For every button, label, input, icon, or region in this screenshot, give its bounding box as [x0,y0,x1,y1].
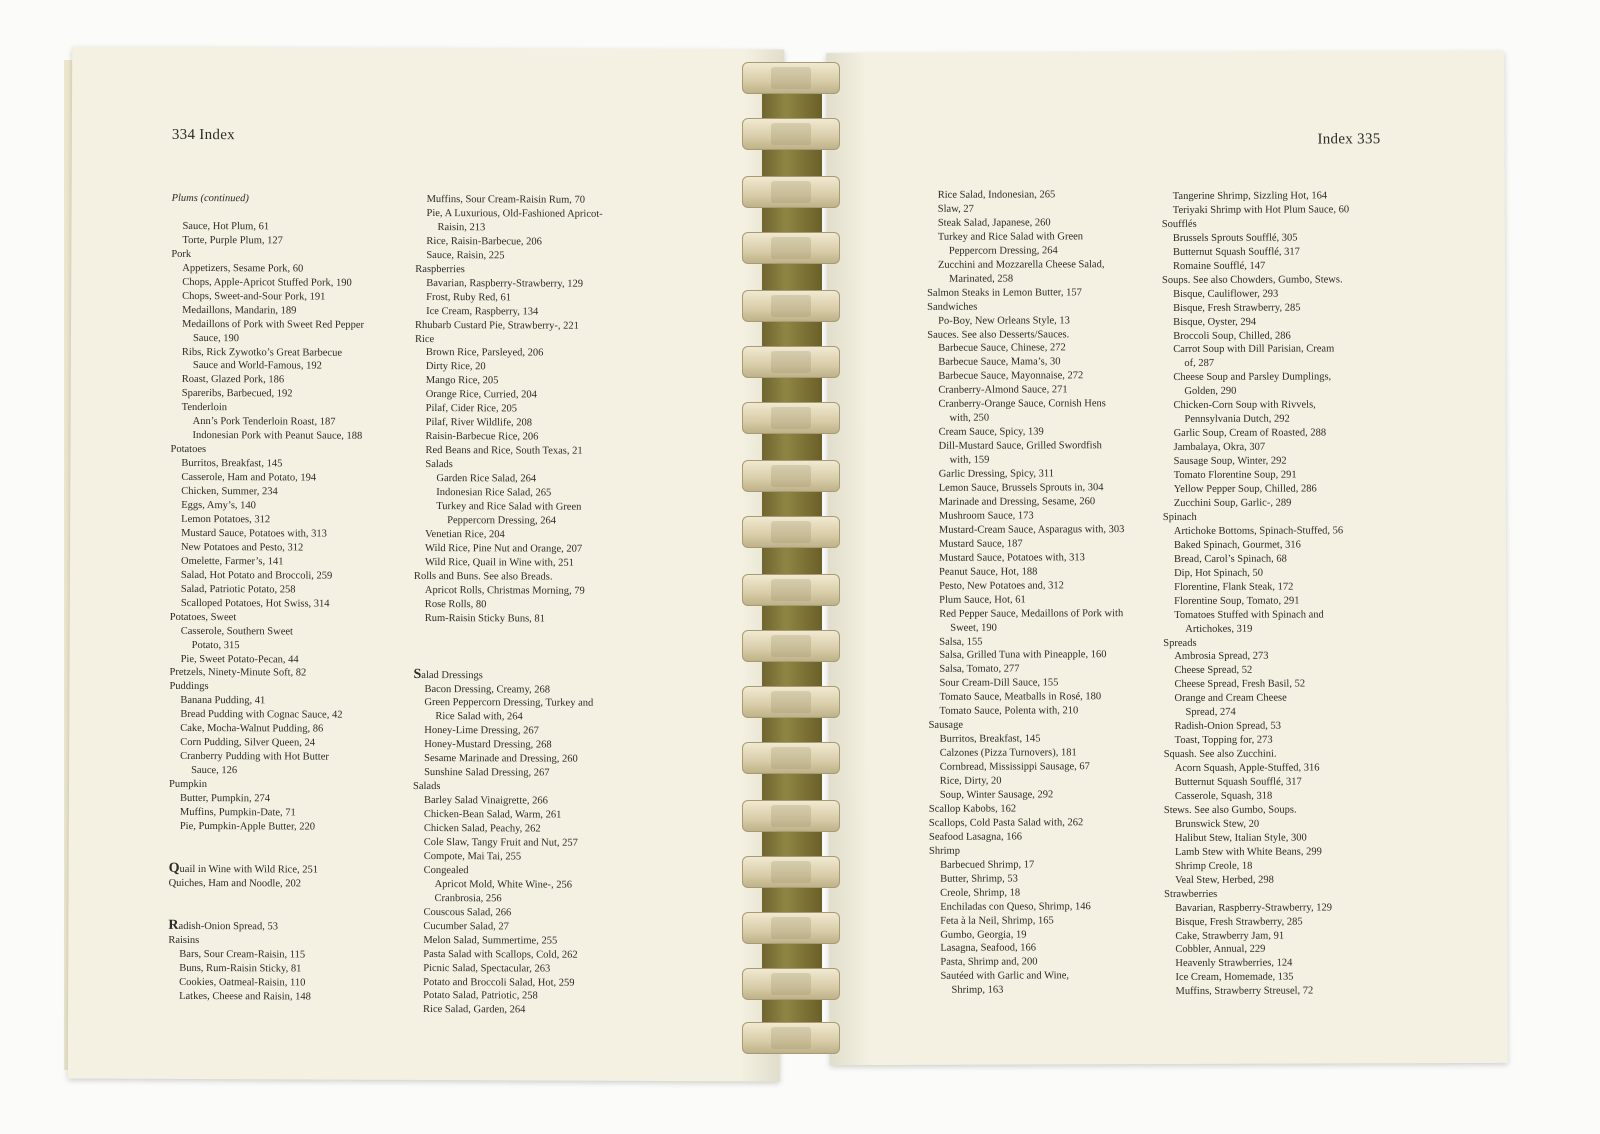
index-heading: Pretzels, Ninety-Minute Soft, 82 [169,667,307,679]
index-entry: Dip, Hot Spinach, 50 [1174,567,1264,579]
index-entry: Casserole, Ham and Potato, 194 [181,472,317,484]
right-page-header: Index 335 [1317,131,1381,148]
index-entry: Sweet, 190 [950,622,997,634]
index-entry: of, 287 [1184,358,1215,370]
index-entry: Medaillons, Mandarin, 189 [182,304,297,317]
right-index-column-2 [1162,189,1352,999]
index-entry: Mustard-Cream Sauce, Asparagus with, 303 [938,524,1125,536]
index-entry: Salad, Patriotic Potato, 258 [180,583,296,596]
index-entry: Garden Rice Salad, 264 [436,473,537,485]
index-entry: Mustard Sauce, 187 [938,538,1023,550]
binding-coil [742,62,840,94]
index-entry: Dill-Mustard Sauce, Grilled Swordfish [938,440,1102,452]
index-entry: Potato and Broccoli Salad, Hot, 259 [423,976,575,989]
index-entry: Chops, Apple-Apricot Stuffed Pork, 190 [182,276,352,289]
index-heading: Radish-Onion Spread, 53 [168,917,279,933]
index-entry: Plum Sauce, Hot, 61 [939,594,1026,606]
index-heading: Strawberries [1164,888,1218,900]
index-heading: Scallop Kabobs, 162 [928,803,1017,815]
binding-coil [742,968,840,1000]
index-entry: Halibut Stew, Italian Style, 300 [1174,832,1307,844]
index-entry: Marinade and Dressing, Sesame, 260 [938,496,1096,508]
index-entry: Barbecue Sauce, Mama’s, 30 [938,356,1061,369]
index-entry: Frost, Ruby Red, 61 [426,291,512,304]
index-entry: Omelette, Farmer’s, 141 [180,555,284,568]
binding-coil [742,290,840,322]
binding-coil [742,686,840,718]
index-heading: Rhubarb Custard Pie, Strawberry-, 221 [415,319,579,332]
index-entry: Baked Spinach, Gourmet, 316 [1173,539,1301,551]
index-entry: Brunswick Stew, 20 [1174,818,1260,830]
index-entry: Sour Cream-Dill Sauce, 155 [939,677,1059,690]
index-entry: Cheese Spread, 52 [1174,665,1253,677]
index-entry: with, 250 [949,412,990,425]
index-entry: Lemon Sauce, Brussels Sprouts in, 304 [938,482,1104,494]
index-entry: Rose Rolls, 80 [424,598,487,610]
index-entry: Yellow Pepper Soup, Chilled, 286 [1173,483,1317,495]
index-entry: Zucchini Soup, Garlic-, 289 [1173,497,1292,509]
index-entry: Barbecued Shrimp, 17 [940,859,1035,871]
index-entry: Cobbler, Annual, 229 [1175,944,1266,956]
index-entry: Sauce, 126 [191,765,238,777]
index-entry: Butternut Squash Soufflé, 317 [1172,246,1300,258]
index-entry: Butter, Pumpkin, 274 [179,792,270,805]
index-entry: Butter, Shrimp, 53 [940,873,1018,885]
index-entry: Dirty Rice, 20 [425,361,486,373]
index-entry: Tomato Sauce, Meatballs in Rosé, 180 [939,691,1102,704]
binding-coil [742,800,840,832]
index-entry: Salads [425,459,453,471]
left-page [68,46,784,1081]
index-entry: Cream Sauce, Spicy, 139 [938,426,1044,438]
index-entry: Red Pepper Sauce, Medaillons of Pork with [939,607,1124,620]
index-heading: Sauces. See also Desserts/Sauces. [927,328,1070,341]
index-entry: Lasagna, Seafood, 166 [940,942,1037,955]
index-entry: Salad, Hot Potato and Broccoli, 259 [180,569,333,582]
index-entry: Melon Salad, Summertime, 255 [423,934,558,947]
index-entry: Scalloped Potatoes, Hot Swiss, 314 [180,597,330,610]
index-entry: Cranberry Pudding with Hot Butter [180,751,329,763]
index-entry: Sesame Marinade and Dressing, 260 [424,753,578,765]
index-entry: Latkes, Cheese and Raisin, 148 [179,990,311,1003]
index-entry: Chicken, Summer, 234 [181,485,278,498]
index-entry: Sunshine Salad Dressing, 267 [424,767,550,779]
index-entry: Chops, Sweet-and-Sour Pork, 191 [182,290,326,303]
index-entry: Pennsylvania Dutch, 292 [1184,413,1290,426]
index-entry: Cucumber Salad, 27 [423,920,509,933]
index-entry: Sauce, Raisin, 225 [426,249,505,262]
index-entry: Honey-Mustard Dressing, 268 [424,739,552,751]
index-entry: Corn Pudding, Silver Queen, 24 [180,737,315,749]
index-entry: Turkey and Rice Salad with Green [937,231,1084,243]
index-entry: Picnic Salad, Spectacular, 263 [423,962,551,975]
binding-coil [742,346,840,378]
index-entry: Brown Rice, Parsleyed, 206 [425,347,544,359]
index-entry: Bread, Carol’s Spinach, 68 [1173,553,1287,565]
index-entry: Garlic Soup, Cream of Roasted, 288 [1173,427,1327,440]
index-entry: Steak Salad, Japanese, 260 [937,217,1051,229]
index-heading: Spreads [1163,637,1197,649]
index-entry: Bisque, Oyster, 294 [1173,316,1257,328]
index-entry: Roast, Glazed Pork, 186 [181,374,285,386]
binding-coil [742,630,840,662]
index-entry: Barbecue Sauce, Chinese, 272 [938,342,1066,355]
index-entry: Tomato Florentine Soup, 291 [1173,469,1297,482]
index-heading: Pork [171,248,192,260]
index-entry: Florentine Soup, Tomato, 291 [1174,595,1300,607]
index-entry: Potato, 315 [191,639,240,651]
binding-coil [742,742,840,774]
index-entry: Slaw, 27 [937,203,974,215]
index-entry: Indonesian Pork with Peanut Sauce, 188 [192,430,363,442]
index-entry: Cole Slaw, Tangy Fruit and Nut, 257 [423,836,578,849]
index-heading: Shrimp [929,845,960,857]
index-entry: Gumbo, Georgia, 19 [940,929,1027,941]
index-entry: Bavarian, Raspberry-Strawberry, 129 [1175,902,1333,914]
right-page [826,51,1508,1065]
index-entry: Cookies, Oatmeal-Raisin, 110 [179,976,306,989]
index-entry: Pie, A Luxurious, Old-Fashioned Apricot- [426,207,603,220]
index-entry: Congealed [423,864,469,877]
index-entry: Shrimp, 163 [951,984,1004,997]
index-entry: Cranberry-Orange Sauce, Cornish Hens [938,398,1106,411]
index-heading: Quail in Wine with Wild Rice, 251 [168,860,319,876]
index-entry: Red Beans and Rice, South Texas, 21 [425,445,583,457]
index-gap [414,625,601,654]
index-entry: Po-Boy, New Orleans Style, 13 [938,314,1070,327]
index-entry: Bread Pudding with Cognac Sauce, 42 [180,709,343,721]
index-entry: Pasta, Shrimp and, 200 [940,956,1038,969]
left-page-header: 334 Index [171,126,236,144]
index-entry: Venetian Rice, 204 [425,528,505,541]
index-entry: Brussels Sprouts Soufflé, 305 [1172,232,1298,244]
index-gap [414,653,601,668]
index-heading: Sandwiches [927,301,978,313]
index-entry: Pie, Sweet Potato-Pecan, 44 [180,653,299,665]
index-entry: Turkey and Rice Salad with Green [436,501,582,513]
index-entry: Sauce and World-Famous, 192 [192,360,322,373]
binding-coil [742,574,840,606]
index-entry: Pie, Pumpkin-Apple Butter, 220 [179,820,316,833]
index-heading: Salads [413,781,441,793]
index-entry: Sauce, Hot Plum, 61 [182,220,270,233]
index-heading: Soufflés [1161,218,1197,230]
index-entry: Carrot Soup with Dill Parisian, Cream [1173,343,1335,356]
index-entry: Artichokes, 319 [1185,623,1253,635]
index-entry: Chicken-Bean Salad, Warm, 261 [423,809,562,821]
index-entry: Medaillons of Pork with Sweet Red Pepper [182,318,365,331]
index-entry: Muffins, Strawberry Streusel, 72 [1175,985,1314,998]
index-entry: Mango Rice, 205 [425,375,499,387]
index-entry: Chicken-Corn Soup with Rivvels, [1173,399,1316,412]
index-entry: Rice Salad, Garden, 264 [423,1004,526,1016]
index-entry: Tenderloin [181,402,228,414]
index-heading: Scallops, Cold Pasta Salad with, 262 [928,817,1084,829]
binding-coil [742,402,840,434]
index-entry: Toast, Topping for, 273 [1174,734,1273,747]
index-heading: Sausage [928,719,964,732]
index-heading: Salad Dressings [413,666,483,682]
index-entry: Orange Rice, Curried, 204 [425,389,537,401]
index-heading: Plums (continued) [171,192,249,205]
index-gap [169,834,362,863]
index-heading: Squash. See also Zucchini. [1163,748,1277,761]
index-entry: Mushroom Sauce, 173 [938,510,1034,522]
index-entry: Casserole, Southern Sweet [180,625,294,638]
binding-spine [762,70,822,1050]
index-entry: Potato Salad, Patriotic, 258 [423,990,538,1002]
index-entry: Pilaf, Cider Rice, 205 [425,403,517,415]
index-entry: Pilaf, River Wildlife, 208 [425,417,533,429]
index-heading: Pumpkin [169,778,207,791]
index-entry: Raisin-Barbecue Rice, 206 [425,431,539,443]
index-entry: Wild Rice, Quail in Wine with, 251 [424,556,574,569]
index-heading: Rice [414,333,435,345]
index-entry: New Potatoes and Pesto, 312 [181,541,304,554]
index-entry: Muffins, Pumpkin-Date, 71 [179,806,296,819]
index-entry: Compote, Mai Tai, 255 [423,850,522,863]
index-entry: Calzones (Pizza Turnovers), 181 [939,747,1077,759]
index-entry: Rum-Raisin Sticky Buns, 81 [424,612,545,625]
index-entry: Tangerine Shrimp, Sizzling Hot, 164 [1172,190,1328,202]
index-entry: Teriyaki Shrimp with Hot Plum Sauce, 60 [1172,204,1350,216]
index-entry: Barley Salad Vinaigrette, 266 [423,795,548,807]
binding-coil [742,516,840,548]
index-entry: Mustard Sauce, Potatoes with, 313 [938,552,1085,564]
index-entry: Broccoli Soup, Chilled, 286 [1173,330,1291,342]
index-entry: Eggs, Amy’s, 140 [181,499,256,512]
index-entry: Lamb Stew with White Beans, 299 [1175,846,1322,858]
index-entry: Pesto, New Potatoes and, 312 [939,580,1064,592]
index-entry: Rice, Dirty, 20 [939,775,1002,787]
index-entry: Cranbrosia, 256 [434,892,502,905]
index-entry: Cheese Spread, Fresh Basil, 52 [1174,678,1306,691]
index-entry: Pasta Salad with Scallops, Cold, 262 [423,948,578,961]
binding-coil [742,1022,840,1054]
index-entry: Butternut Squash Soufflé, 317 [1174,776,1302,789]
index-heading: Potatoes [170,444,207,456]
index-heading: Quiches, Ham and Noodle, 202 [168,877,302,890]
index-gap [168,891,361,920]
index-entry: Bisque, Fresh Strawberry, 285 [1175,916,1303,928]
index-entry: Golden, 290 [1184,386,1237,398]
index-entry: Peanut Sauce, Hot, 188 [939,566,1038,578]
index-entry: Cornbread, Mississippi Sausage, 67 [939,761,1090,773]
index-entry: Couscous Salad, 266 [423,906,512,919]
index-entry: Rice Salad with, 264 [435,711,523,723]
index-entry: Salsa, Tomato, 277 [939,663,1020,676]
index-entry: Peppercorn Dressing, 264 [948,245,1058,257]
index-entry: Cheese Soup and Parsley Dumplings, [1173,371,1332,384]
right-index-column-1 [927,188,1126,998]
index-entry: Tomatoes Stuffed with Spinach and [1174,609,1324,621]
binding-coil [742,232,840,264]
index-entry: Bisque, Fresh Strawberry, 285 [1173,302,1301,314]
index-heading: Puddings [169,681,209,693]
index-entry: Tomato Sauce, Polenta with, 210 [939,705,1079,718]
index-entry: Spread, 274 [1185,707,1236,719]
index-heading: Potatoes, Sweet [169,611,237,623]
index-entry: Mustard Sauce, Potatoes with, 313 [181,527,327,540]
index-heading: Rolls and Buns. See also Breads. [413,570,553,583]
index-entry: Bars, Sour Cream-Raisin, 115 [179,948,306,961]
index-entry: Indonesian Rice Salad, 265 [436,487,552,499]
index-entry: Marinated, 258 [949,273,1014,285]
index-entry: Orange and Cream Cheese [1174,692,1287,705]
index-entry: Acorn Squash, Apple-Stuffed, 316 [1174,762,1320,775]
index-entry: Radish-Onion Spread, 53 [1174,720,1282,733]
index-entry: Shrimp Creole, 18 [1175,860,1253,872]
left-index-column-2 [412,193,603,1018]
index-entry: Veal Stew, Herbed, 298 [1175,874,1274,886]
index-entry: Salsa, Grilled Tuna with Pineapple, 160 [939,649,1107,662]
index-entry: Jambalaya, Okra, 307 [1173,441,1266,454]
index-entry: Zucchini and Mozzarella Cheese Salad, [937,258,1105,271]
index-entry: Cake, Mocha-Walnut Pudding, 86 [180,723,324,735]
index-gap [171,206,364,221]
binding-coil [742,176,840,208]
index-heading: Raisins [168,934,200,946]
index-entry: Rice, Raisin-Barbecue, 206 [426,235,542,248]
index-entry: Sausage Soup, Winter, 292 [1173,455,1287,468]
index-entry: Romaine Soufflé, 147 [1172,260,1266,272]
index-entry: Wild Rice, Pine Nut and Orange, 207 [425,542,583,555]
index-entry: Casserole, Squash, 318 [1174,790,1273,802]
index-heading: Stews. See also Gumbo, Soups. [1163,804,1297,816]
index-entry: Enchiladas con Queso, Shrimp, 146 [940,900,1091,913]
index-entry: Creole, Shrimp, 18 [940,887,1021,899]
index-entry: with, 159 [949,454,990,466]
index-entry: Ice Cream, Raspberry, 134 [426,305,539,318]
index-entry: Banana Pudding, 41 [180,695,266,707]
index-entry: Soup, Winter Sausage, 292 [939,789,1054,801]
index-entry: Cranberry-Almond Sauce, 271 [938,384,1068,397]
binding-coil [742,460,840,492]
index-entry: Chicken Salad, Peachy, 262 [423,823,541,835]
index-entry: Burritos, Breakfast, 145 [939,733,1041,745]
index-entry: Burritos, Breakfast, 145 [181,458,283,470]
index-entry: Feta à la Neil, Shrimp, 165 [940,914,1054,927]
index-entry: Florentine, Flank Steak, 172 [1174,581,1294,593]
binding-coil [742,856,840,888]
index-entry: Spareribs, Barbecued, 192 [181,388,293,400]
index-entry: Ribs, Rick Zywotko’s Great Barbecue [181,346,343,359]
binding-coil [742,912,840,944]
index-entry: Green Peppercorn Dressing, Turkey and [424,697,594,710]
binding-coil [742,118,840,150]
index-entry: Apricot Mold, White Wine-, 256 [434,878,573,891]
index-entry: Ann’s Pork Tenderloin Roast, 187 [192,416,336,428]
index-entry: Ambrosia Spread, 273 [1174,651,1269,663]
index-entry: Peppercorn Dressing, 264 [447,515,556,527]
index-entry: Cake, Strawberry Jam, 91 [1175,930,1285,942]
index-entry: Barbecue Sauce, Mayonnaise, 272 [938,370,1084,383]
index-entry: Lemon Potatoes, 312 [181,513,271,526]
index-entry: Sauce, 190 [192,332,240,344]
index-entry: Honey-Lime Dressing, 267 [424,725,539,737]
index-entry: Garlic Dressing, Spicy, 311 [938,468,1055,480]
index-entry: Raisin, 213 [437,221,486,234]
index-entry: Apricot Rolls, Christmas Morning, 79 [424,584,585,597]
index-entry: Rice Salad, Indonesian, 265 [937,189,1056,201]
index-entry: Buns, Rum-Raisin Sticky, 81 [179,962,302,975]
index-entry: Muffins, Sour Cream-Raisin Rum, 70 [426,193,586,206]
index-entry: Sautéed with Garlic and Wine, [940,970,1070,983]
index-heading: Spinach [1162,511,1197,523]
left-index-column-1 [168,192,365,1004]
index-heading: Raspberries [415,263,465,275]
index-entry: Torte, Purple Plum, 127 [182,234,283,247]
index-entry: Salsa, 155 [939,636,983,648]
index-entry: Bisque, Cauliflower, 293 [1173,288,1279,300]
index-heading: Seafood Lasagna, 166 [928,831,1023,843]
index-entry: Bacon Dressing, Creamy, 268 [424,683,551,696]
index-entry: Bavarian, Raspberry-Strawberry, 129 [426,277,584,290]
index-entry: Appetizers, Sesame Pork, 60 [182,262,304,275]
index-entry: Artichoke Bottoms, Spinach-Stuffed, 56 [1173,525,1344,537]
index-heading: Salmon Steaks in Lemon Butter, 157 [927,286,1082,299]
index-entry: Ice Cream, Homemade, 135 [1175,971,1294,984]
index-entry: Heavenly Strawberries, 124 [1175,957,1293,970]
index-heading: Soups. See also Chowders, Gumbo, Stews. [1162,274,1343,286]
